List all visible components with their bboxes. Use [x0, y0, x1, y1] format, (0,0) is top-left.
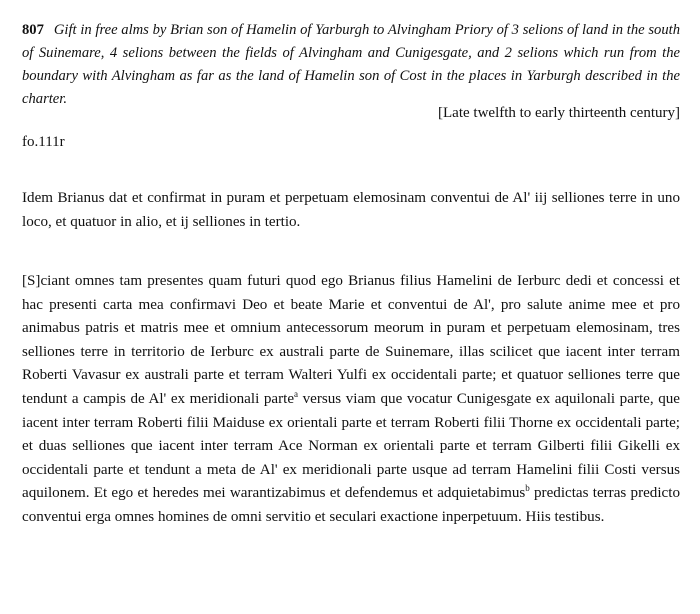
charter-text-part-2: versus viam que vocatur Cunigesgate ex aquilonali parte, que iacent inter terram Roberti filii Maiduse ex orientali parte et terram Roberti filii Thorne ex occidentali parte; et duas selliones que iacent inter terram Ace Norman ex orientali parte et terram Gilberti filii Gikelli ex occidentali parte et tendunt a meta de Al' ex meridionali parte usque ad terram Hamelini filii Costi versus aquilonem. Et ego et heredes mei warantizabimus et defendemus et adquietabimus: [22, 390, 680, 502]
footnote-marker-a: a: [294, 388, 299, 399]
footnote-marker-b: b: [525, 483, 530, 494]
charter-text: [22, 270, 680, 530]
entry-heading: [22, 19, 680, 111]
entry-summary: Gift in free alms by Brian son of Hamelin of Yarburgh to Alvingham Priory of 3 selions of land in the south of Suinemare, 4 selions between the fields of Alvingham and Cunigesgate, and 2 selions which run from the boundary with Alvingham as far as the land of Hamelin son of Cost in the places in Yarburgh described in the charter.: [22, 22, 680, 107]
charter-text-part-1: [S]ciant omnes tam presentes quam futuri quod ego Brianus filius Hamelini de Ierburc dedi et concessi et hac presenti carta mea confirmavi Deo et beate Marie et conventui de Al', pro salute anime mee et pro animabus patris et matris mee et omnium antecessorum meorum in puram et perpetuam elemosinam, tres selliones terre in territorio de Ierburc ex australi parte de Suinemare, illas scilicet que iacent inter terram Roberti Vavasur ex australi parte et terram Walteri Yulfi ex occidentali parte; et quatuor selliones terre que tendunt a campis de Al' ex meridionali parte: [22, 273, 680, 407]
entry-date: [Late twelfth to early thirteenth century]: [438, 105, 680, 121]
charter-text-part-3: predictas terras predicto conventui erga omnes homines de omni servitio et seculari exactione inperpetuum. Hiis testibus.: [22, 485, 680, 525]
confirmation-paragraph: Idem Brianus dat et confirmat in puram et perpetuam elemosinam conventui de Al' iij selliones terre in uno loco, et quatuor in alio, et ij selliones in tertio.: [22, 190, 680, 230]
entry-number: 807: [22, 22, 44, 38]
folio-reference: fo.111r: [22, 134, 65, 150]
